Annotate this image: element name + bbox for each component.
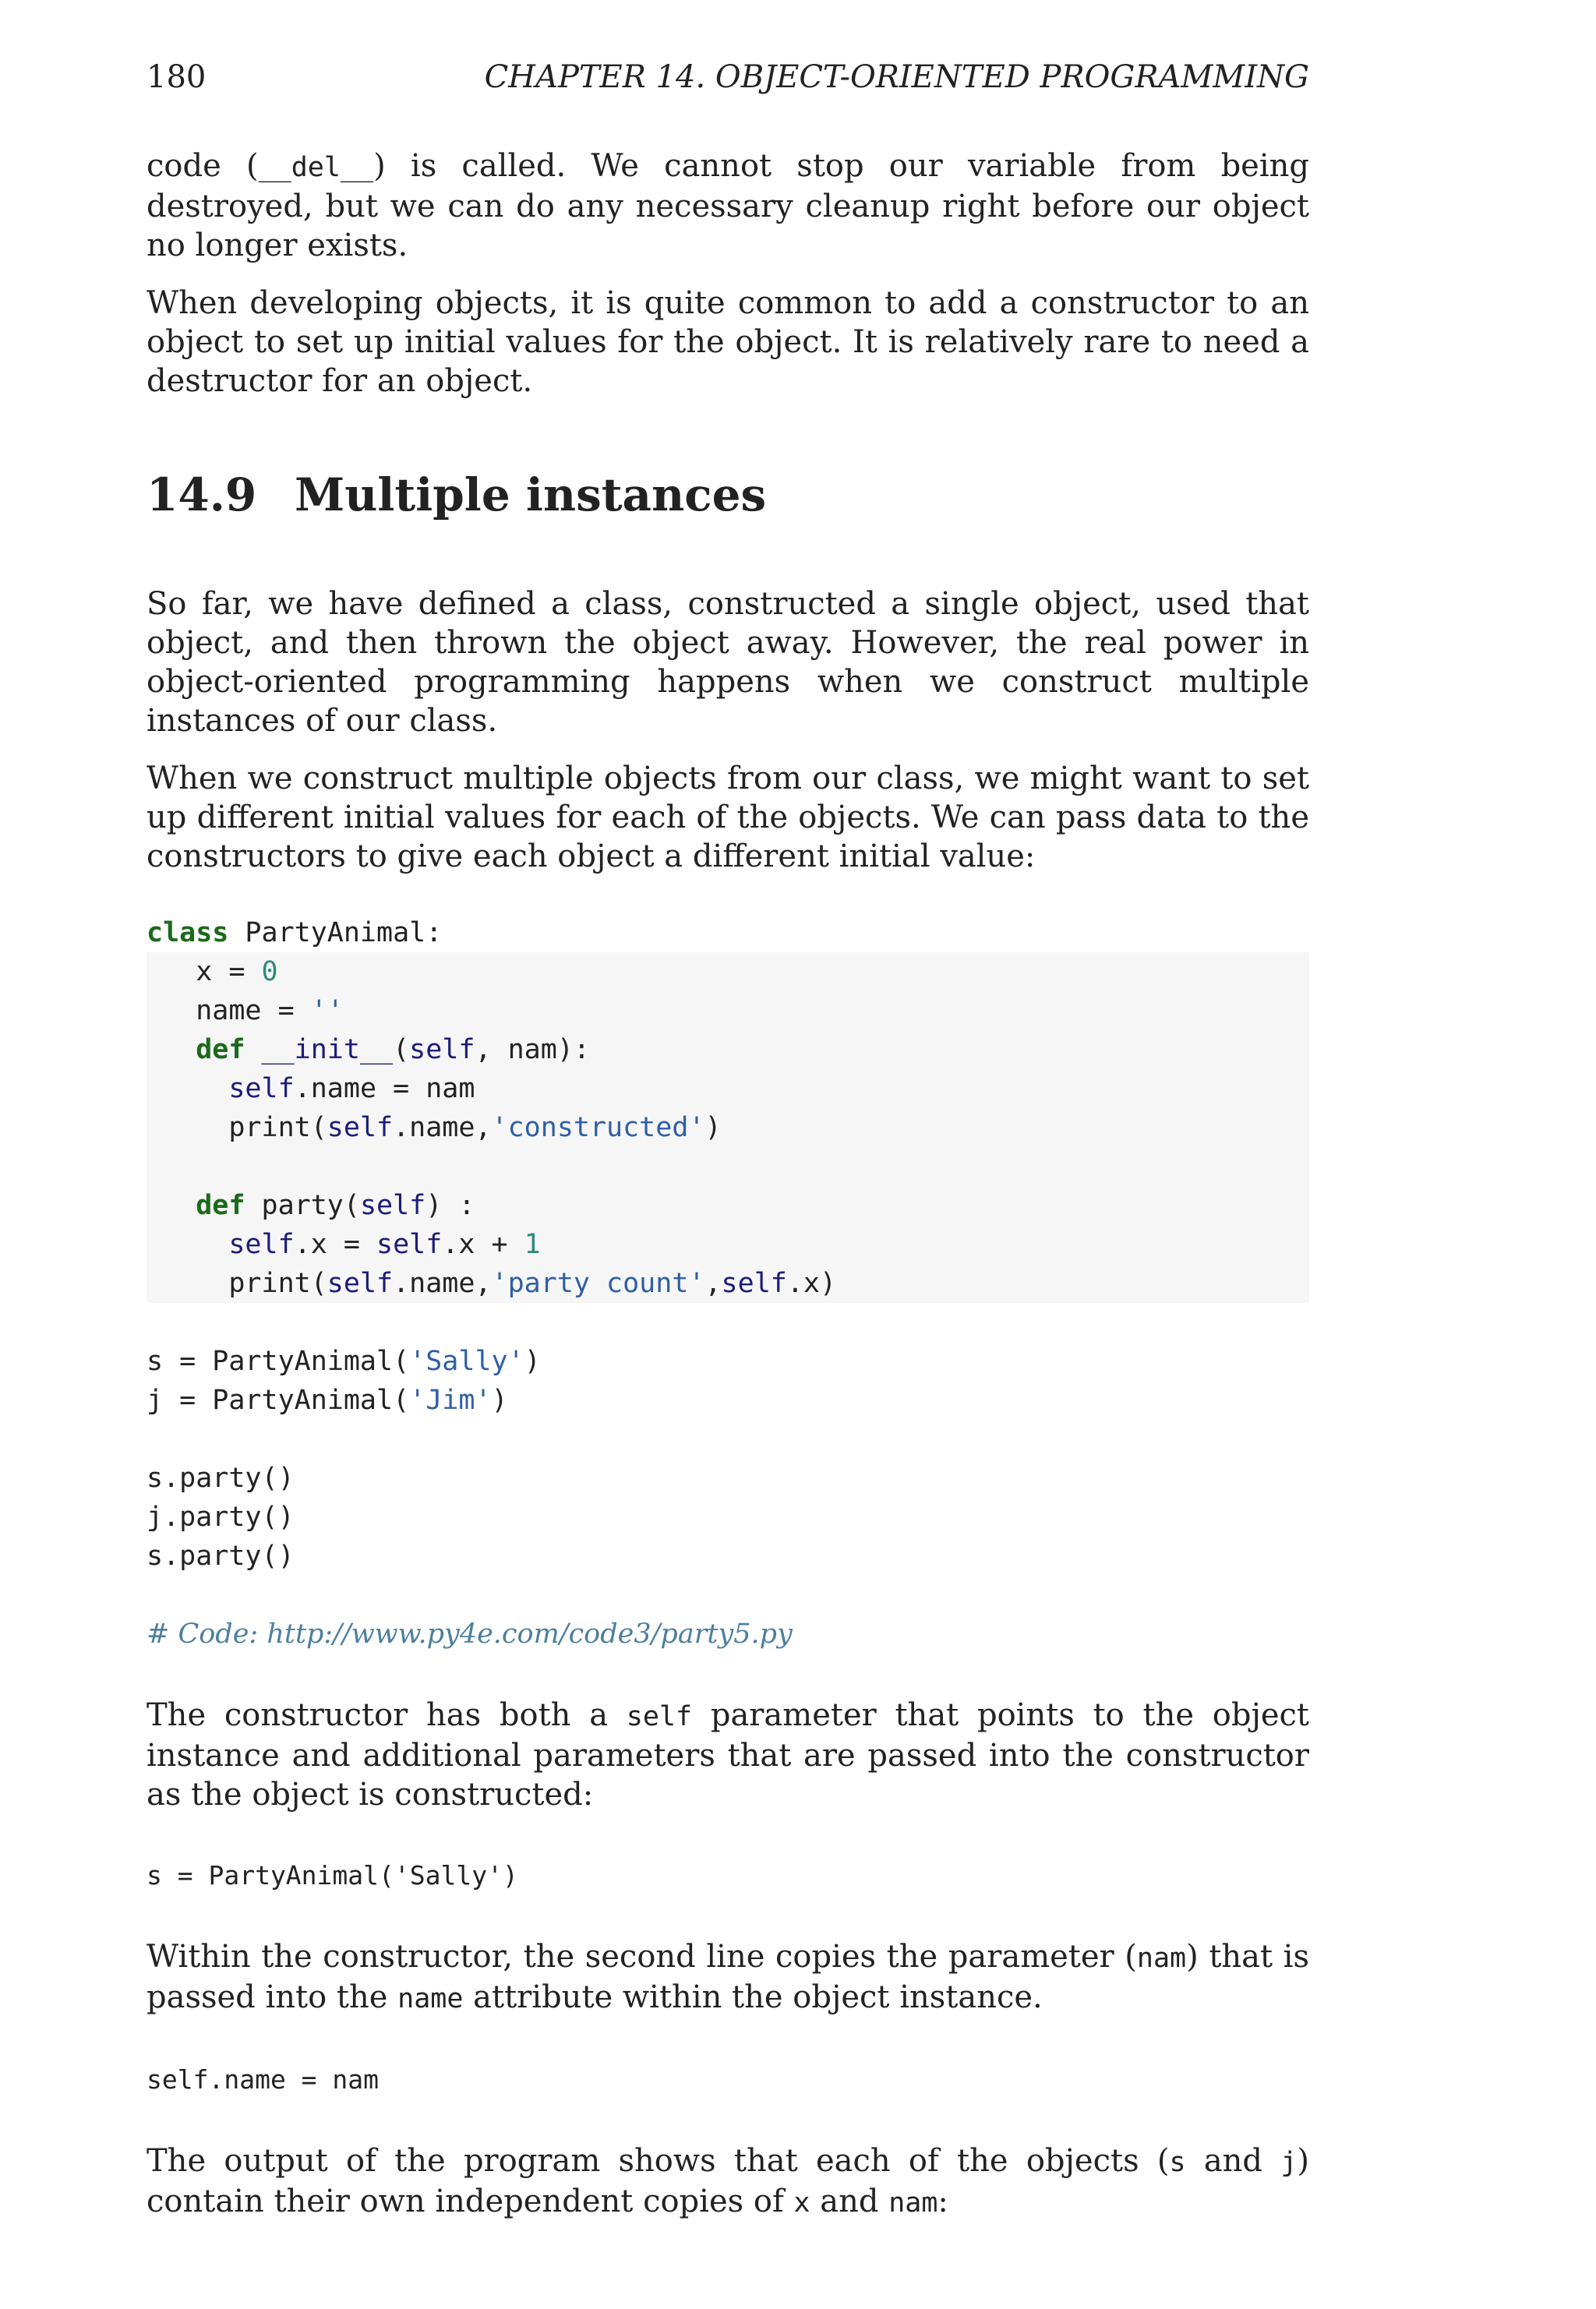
code-comment-url: # Code: http://www.py4e.com/code3/party5.py [147, 1619, 793, 1650]
paragraph-destructor: code (__del__) is called. We cannot stop our variable from being destroyed, but we can do any necessary cleanup right before our object no longer exists. [147, 148, 1309, 263]
section-heading [147, 468, 1309, 522]
paragraph-constructor-params: The constructor has both a self parameter that points to the object instance and additional parameters that are passed into the constructor as the object is constructed: [147, 1697, 1309, 1813]
code-line-blank [147, 1576, 1309, 1615]
page-number: 180 [147, 59, 207, 95]
inline-code-nam: nam [1136, 1943, 1187, 1974]
paragraph-so-far: So far, we have defined a class, constructed a single object, used that object, and then thrown the object away. However, the real power in object-oriented programming happens when we construct multiple instances of our class. [147, 586, 1309, 739]
code-line-x: x = 0 [147, 952, 1309, 991]
page-body [147, 147, 1309, 2223]
code-line-def-party: def party(self) : [147, 1186, 1309, 1225]
code-line-self-name: self.name = nam [147, 1069, 1309, 1108]
code-snippet-self-name: self.name = nam [147, 2064, 380, 2095]
code-line-j-party: j.party() [147, 1502, 295, 1533]
code-line-s-party-1: s.party() [147, 1463, 295, 1494]
running-header [147, 58, 1309, 97]
code-snippet-sally: s = PartyAnimal('Sally') [147, 1860, 518, 1891]
paragraph-constructor-common: When developing objects, it is quite common to add a constructor to an object to set up initial values for the object. It is relatively rare to need a destructor for an object. [147, 285, 1309, 399]
code-line-blank [147, 1147, 1309, 1186]
inline-code-nam-2: nam [888, 2187, 938, 2219]
code-line-sally: s = PartyAnimal('Sally') [147, 1346, 541, 1377]
inline-code-j: j [1280, 2147, 1298, 2178]
paragraph-multiple-objects: When we construct multiple objects from our class, we might want to set up different initial values for each of the objects. We can pass data to the constructors to give each object a different initial value: [147, 761, 1309, 874]
code-line-jim: j = PartyAnimal('Jim') [147, 1385, 508, 1416]
code-listing-party5 [147, 913, 1309, 1654]
section-number: 14.9 [147, 468, 257, 521]
code-line-print-count: print(self.name,'party count',self.x) [147, 1264, 1309, 1303]
section-title: Multiple instances [295, 468, 767, 521]
code-line-s-party-2: s.party() [147, 1541, 295, 1572]
code-line-blank [147, 1420, 1309, 1459]
inline-code-s: s [1169, 2147, 1186, 2178]
code-line-comment [147, 1615, 1309, 1654]
inline-code-del: __del__ [258, 152, 374, 183]
code-line-blank [147, 1303, 1309, 1342]
code-line-print-constructed: print(self.name,'constructed') [147, 1108, 1309, 1147]
code-line-increment: self.x = self.x + 1 [147, 1225, 1309, 1264]
code-line-name: name = '' [147, 991, 1309, 1030]
code-line-class: class PartyAnimal: [147, 917, 443, 948]
paragraph-second-line: Within the constructor, the second line copies the parameter (nam) that is passed into the name attribute within the object instance. [147, 1939, 1309, 2015]
inline-code-self: self [626, 1701, 693, 1732]
chapter-title: CHAPTER 14. OBJECT-ORIENTED PROGRAMMING [484, 59, 1309, 95]
paragraph-output: The output of the program shows that each of the objects (s and j) contain their own independent copies of x and nam: [147, 2143, 1309, 2219]
code-line-def-init: def __init__(self, nam): [147, 1030, 1309, 1069]
inline-code-name: name [397, 1983, 464, 2014]
inline-code-x: x [793, 2187, 810, 2219]
